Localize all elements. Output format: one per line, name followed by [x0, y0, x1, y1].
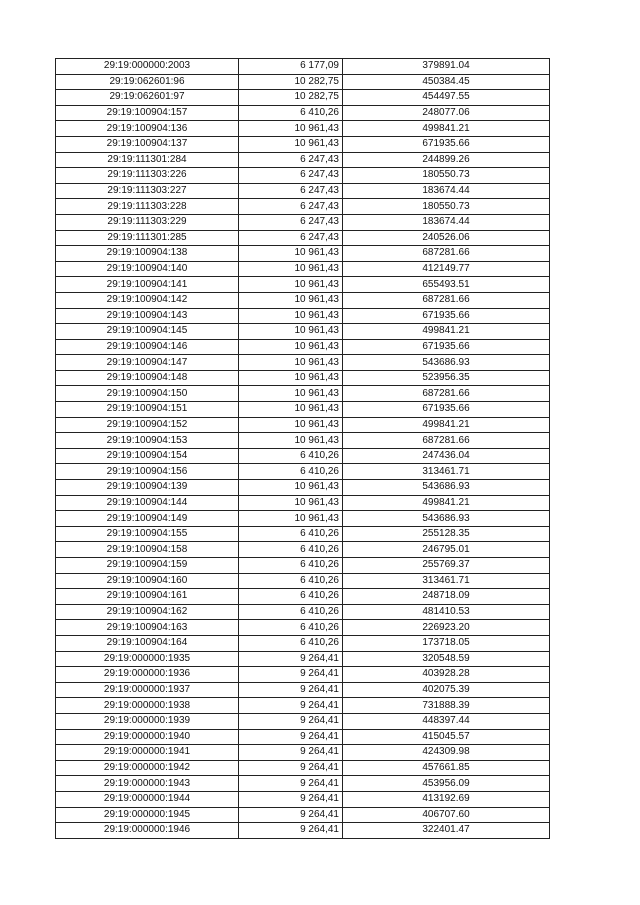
- area-cell: 9 264,41: [239, 682, 343, 698]
- cadastral-number-cell: 29:19:100904:138: [56, 246, 239, 262]
- table-row: [56, 729, 550, 745]
- value-cell: 403928.28: [343, 667, 550, 683]
- area-cell: 9 264,41: [239, 698, 343, 714]
- table-row: [56, 558, 550, 574]
- area-cell: 9 264,41: [239, 667, 343, 683]
- cadastral-number-cell: 29:19:000000:1946: [56, 823, 239, 839]
- area-cell: 10 961,43: [239, 370, 343, 386]
- area-cell: 10 961,43: [239, 292, 343, 308]
- value-cell: 246795.01: [343, 542, 550, 558]
- value-cell: 671935.66: [343, 339, 550, 355]
- cadastral-number-cell: 29:19:100904:146: [56, 339, 239, 355]
- value-cell: 687281.66: [343, 292, 550, 308]
- value-cell: 523956.35: [343, 370, 550, 386]
- value-cell: 687281.66: [343, 433, 550, 449]
- value-cell: 457661.85: [343, 760, 550, 776]
- area-cell: 10 961,43: [239, 417, 343, 433]
- cadastral-number-cell: 29:19:100904:151: [56, 402, 239, 418]
- value-cell: 655493.51: [343, 277, 550, 293]
- area-cell: 6 410,26: [239, 542, 343, 558]
- table-row: [56, 698, 550, 714]
- cadastral-number-cell: 29:19:111301:284: [56, 152, 239, 168]
- area-cell: 9 264,41: [239, 776, 343, 792]
- table-row: [56, 136, 550, 152]
- value-cell: 313461.71: [343, 573, 550, 589]
- cadastral-number-cell: 29:19:100904:142: [56, 292, 239, 308]
- area-cell: 10 961,43: [239, 480, 343, 496]
- cadastral-number-cell: 29:19:100904:160: [56, 573, 239, 589]
- cadastral-number-cell: 29:19:000000:1942: [56, 760, 239, 776]
- table-row: [56, 386, 550, 402]
- table-row: [56, 121, 550, 137]
- table-row: [56, 402, 550, 418]
- area-cell: 6 410,26: [239, 604, 343, 620]
- table-row: [56, 433, 550, 449]
- value-cell: 379891.04: [343, 59, 550, 75]
- table-row: [56, 214, 550, 230]
- cadastral-number-cell: 29:19:100904:143: [56, 308, 239, 324]
- area-cell: 10 961,43: [239, 433, 343, 449]
- cadastral-number-cell: 29:19:100904:141: [56, 277, 239, 293]
- value-cell: 183674.44: [343, 183, 550, 199]
- value-cell: 671935.66: [343, 308, 550, 324]
- cadastral-number-cell: 29:19:100904:158: [56, 542, 239, 558]
- cadastral-value-table: [55, 58, 550, 839]
- value-cell: 453956.09: [343, 776, 550, 792]
- area-cell: 10 961,43: [239, 495, 343, 511]
- value-cell: 413192.69: [343, 791, 550, 807]
- area-cell: 6 177,09: [239, 59, 343, 75]
- area-cell: 9 264,41: [239, 651, 343, 667]
- area-cell: 10 961,43: [239, 246, 343, 262]
- area-cell: 6 410,26: [239, 105, 343, 121]
- table-row: [56, 667, 550, 683]
- value-cell: 248077.06: [343, 105, 550, 121]
- cadastral-number-cell: 29:19:000000:1945: [56, 807, 239, 823]
- value-cell: 499841.21: [343, 324, 550, 340]
- cadastral-number-cell: 29:19:100904:162: [56, 604, 239, 620]
- value-cell: 731888.39: [343, 698, 550, 714]
- value-cell: 320548.59: [343, 651, 550, 667]
- cadastral-number-cell: 29:19:062601:97: [56, 90, 239, 106]
- cadastral-number-cell: 29:19:000000:1935: [56, 651, 239, 667]
- area-cell: 10 961,43: [239, 277, 343, 293]
- value-cell: 402075.39: [343, 682, 550, 698]
- area-cell: 6 410,26: [239, 558, 343, 574]
- cadastral-number-cell: 29:19:100904:154: [56, 448, 239, 464]
- table-row: [56, 573, 550, 589]
- area-cell: 9 264,41: [239, 729, 343, 745]
- cadastral-number-cell: 29:19:000000:1941: [56, 745, 239, 761]
- table-row: [56, 230, 550, 246]
- cadastral-number-cell: 29:19:100904:139: [56, 480, 239, 496]
- table-row: [56, 791, 550, 807]
- value-cell: 180550.73: [343, 168, 550, 184]
- value-cell: 255128.35: [343, 526, 550, 542]
- area-cell: 6 410,26: [239, 635, 343, 651]
- cadastral-number-cell: 29:19:100904:144: [56, 495, 239, 511]
- table-row: [56, 90, 550, 106]
- table-row: [56, 355, 550, 371]
- cadastral-number-cell: 29:19:100904:159: [56, 558, 239, 574]
- value-cell: 687281.66: [343, 246, 550, 262]
- value-cell: 448397.44: [343, 713, 550, 729]
- value-cell: 454497.55: [343, 90, 550, 106]
- cadastral-number-cell: 29:19:100904:136: [56, 121, 239, 137]
- cadastral-number-cell: 29:19:111301:285: [56, 230, 239, 246]
- table-row: [56, 339, 550, 355]
- area-cell: 10 961,43: [239, 339, 343, 355]
- cadastral-number-cell: 29:19:000000:1938: [56, 698, 239, 714]
- cadastral-number-cell: 29:19:100904:148: [56, 370, 239, 386]
- area-cell: 9 264,41: [239, 791, 343, 807]
- value-cell: 412149.77: [343, 261, 550, 277]
- table-row: [56, 74, 550, 90]
- cadastral-number-cell: 29:19:100904:152: [56, 417, 239, 433]
- table-row: [56, 526, 550, 542]
- value-cell: 424309.98: [343, 745, 550, 761]
- value-cell: 481410.53: [343, 604, 550, 620]
- cadastral-number-cell: 29:19:000000:1937: [56, 682, 239, 698]
- cadastral-number-cell: 29:19:100904:156: [56, 464, 239, 480]
- value-cell: 173718.05: [343, 635, 550, 651]
- area-cell: 9 264,41: [239, 745, 343, 761]
- table-row: [56, 713, 550, 729]
- table-row: [56, 370, 550, 386]
- area-cell: 10 961,43: [239, 402, 343, 418]
- cadastral-number-cell: 29:19:100904:155: [56, 526, 239, 542]
- table-row: [56, 183, 550, 199]
- value-cell: 499841.21: [343, 417, 550, 433]
- area-cell: 6 247,43: [239, 183, 343, 199]
- cadastral-number-cell: 29:19:000000:1943: [56, 776, 239, 792]
- area-cell: 9 264,41: [239, 760, 343, 776]
- area-cell: 9 264,41: [239, 823, 343, 839]
- table-row: [56, 59, 550, 75]
- area-cell: 6 247,43: [239, 230, 343, 246]
- area-cell: 10 961,43: [239, 324, 343, 340]
- value-cell: 406707.60: [343, 807, 550, 823]
- area-cell: 6 410,26: [239, 448, 343, 464]
- cadastral-number-cell: 29:19:100904:150: [56, 386, 239, 402]
- cadastral-number-cell: 29:19:000000:1939: [56, 713, 239, 729]
- area-cell: 6 410,26: [239, 573, 343, 589]
- value-cell: 543686.93: [343, 511, 550, 527]
- cadastral-number-cell: 29:19:111303:228: [56, 199, 239, 215]
- cadastral-number-cell: 29:19:100904:149: [56, 511, 239, 527]
- area-cell: 10 961,43: [239, 261, 343, 277]
- table-row: [56, 308, 550, 324]
- area-cell: 9 264,41: [239, 713, 343, 729]
- value-cell: 183674.44: [343, 214, 550, 230]
- area-cell: 10 961,43: [239, 136, 343, 152]
- table-row: [56, 511, 550, 527]
- table-row: [56, 542, 550, 558]
- table-row: [56, 495, 550, 511]
- area-cell: 6 247,43: [239, 152, 343, 168]
- value-cell: 671935.66: [343, 402, 550, 418]
- table-row: [56, 776, 550, 792]
- area-cell: 6 247,43: [239, 168, 343, 184]
- value-cell: 543686.93: [343, 480, 550, 496]
- table-row: [56, 745, 550, 761]
- area-cell: 6 410,26: [239, 620, 343, 636]
- area-cell: 6 410,26: [239, 589, 343, 605]
- value-cell: 499841.21: [343, 121, 550, 137]
- value-cell: 180550.73: [343, 199, 550, 215]
- cadastral-number-cell: 29:19:100904:157: [56, 105, 239, 121]
- value-cell: 415045.57: [343, 729, 550, 745]
- cadastral-number-cell: 29:19:100904:163: [56, 620, 239, 636]
- area-cell: 10 961,43: [239, 511, 343, 527]
- cadastral-number-cell: 29:19:100904:147: [56, 355, 239, 371]
- table-row: [56, 651, 550, 667]
- area-cell: 10 961,43: [239, 308, 343, 324]
- area-cell: 6 247,43: [239, 214, 343, 230]
- table-row: [56, 199, 550, 215]
- table-row: [56, 760, 550, 776]
- cadastral-number-cell: 29:19:100904:137: [56, 136, 239, 152]
- table-row: [56, 620, 550, 636]
- value-cell: 248718.09: [343, 589, 550, 605]
- table-row: [56, 480, 550, 496]
- table-row: [56, 261, 550, 277]
- value-cell: 240526.06: [343, 230, 550, 246]
- value-cell: 247436.04: [343, 448, 550, 464]
- value-cell: 687281.66: [343, 386, 550, 402]
- value-cell: 313461.71: [343, 464, 550, 480]
- area-cell: 9 264,41: [239, 807, 343, 823]
- value-cell: 244899.26: [343, 152, 550, 168]
- area-cell: 10 961,43: [239, 386, 343, 402]
- value-cell: 322401.47: [343, 823, 550, 839]
- table-row: [56, 807, 550, 823]
- cadastral-number-cell: 29:19:062601:96: [56, 74, 239, 90]
- area-cell: 10 961,43: [239, 121, 343, 137]
- area-cell: 6 247,43: [239, 199, 343, 215]
- table-row: [56, 823, 550, 839]
- cadastral-number-cell: 29:19:111303:227: [56, 183, 239, 199]
- value-cell: 671935.66: [343, 136, 550, 152]
- table-row: [56, 324, 550, 340]
- area-cell: 6 410,26: [239, 464, 343, 480]
- table-row: [56, 168, 550, 184]
- cadastral-number-cell: 29:19:100904:145: [56, 324, 239, 340]
- area-cell: 10 961,43: [239, 355, 343, 371]
- cadastral-number-cell: 29:19:000000:1940: [56, 729, 239, 745]
- value-cell: 255769.37: [343, 558, 550, 574]
- cadastral-number-cell: 29:19:000000:1944: [56, 791, 239, 807]
- table-row: [56, 635, 550, 651]
- cadastral-number-cell: 29:19:100904:164: [56, 635, 239, 651]
- table-row: [56, 277, 550, 293]
- value-cell: 543686.93: [343, 355, 550, 371]
- cadastral-number-cell: 29:19:111303:226: [56, 168, 239, 184]
- cadastral-number-cell: 29:19:100904:153: [56, 433, 239, 449]
- cadastral-number-cell: 29:19:000000:2003: [56, 59, 239, 75]
- cadastral-number-cell: 29:19:100904:161: [56, 589, 239, 605]
- table-body: [56, 59, 550, 839]
- table-row: [56, 448, 550, 464]
- table-row: [56, 246, 550, 262]
- table-row: [56, 152, 550, 168]
- cadastral-number-cell: 29:19:111303:229: [56, 214, 239, 230]
- value-cell: 226923.20: [343, 620, 550, 636]
- table-row: [56, 105, 550, 121]
- table-row: [56, 292, 550, 308]
- area-cell: 6 410,26: [239, 526, 343, 542]
- area-cell: 10 282,75: [239, 74, 343, 90]
- table-row: [56, 682, 550, 698]
- value-cell: 499841.21: [343, 495, 550, 511]
- table-row: [56, 417, 550, 433]
- area-cell: 10 282,75: [239, 90, 343, 106]
- table-row: [56, 589, 550, 605]
- cadastral-number-cell: 29:19:100904:140: [56, 261, 239, 277]
- table-row: [56, 464, 550, 480]
- value-cell: 450384.45: [343, 74, 550, 90]
- cadastral-number-cell: 29:19:000000:1936: [56, 667, 239, 683]
- table-row: [56, 604, 550, 620]
